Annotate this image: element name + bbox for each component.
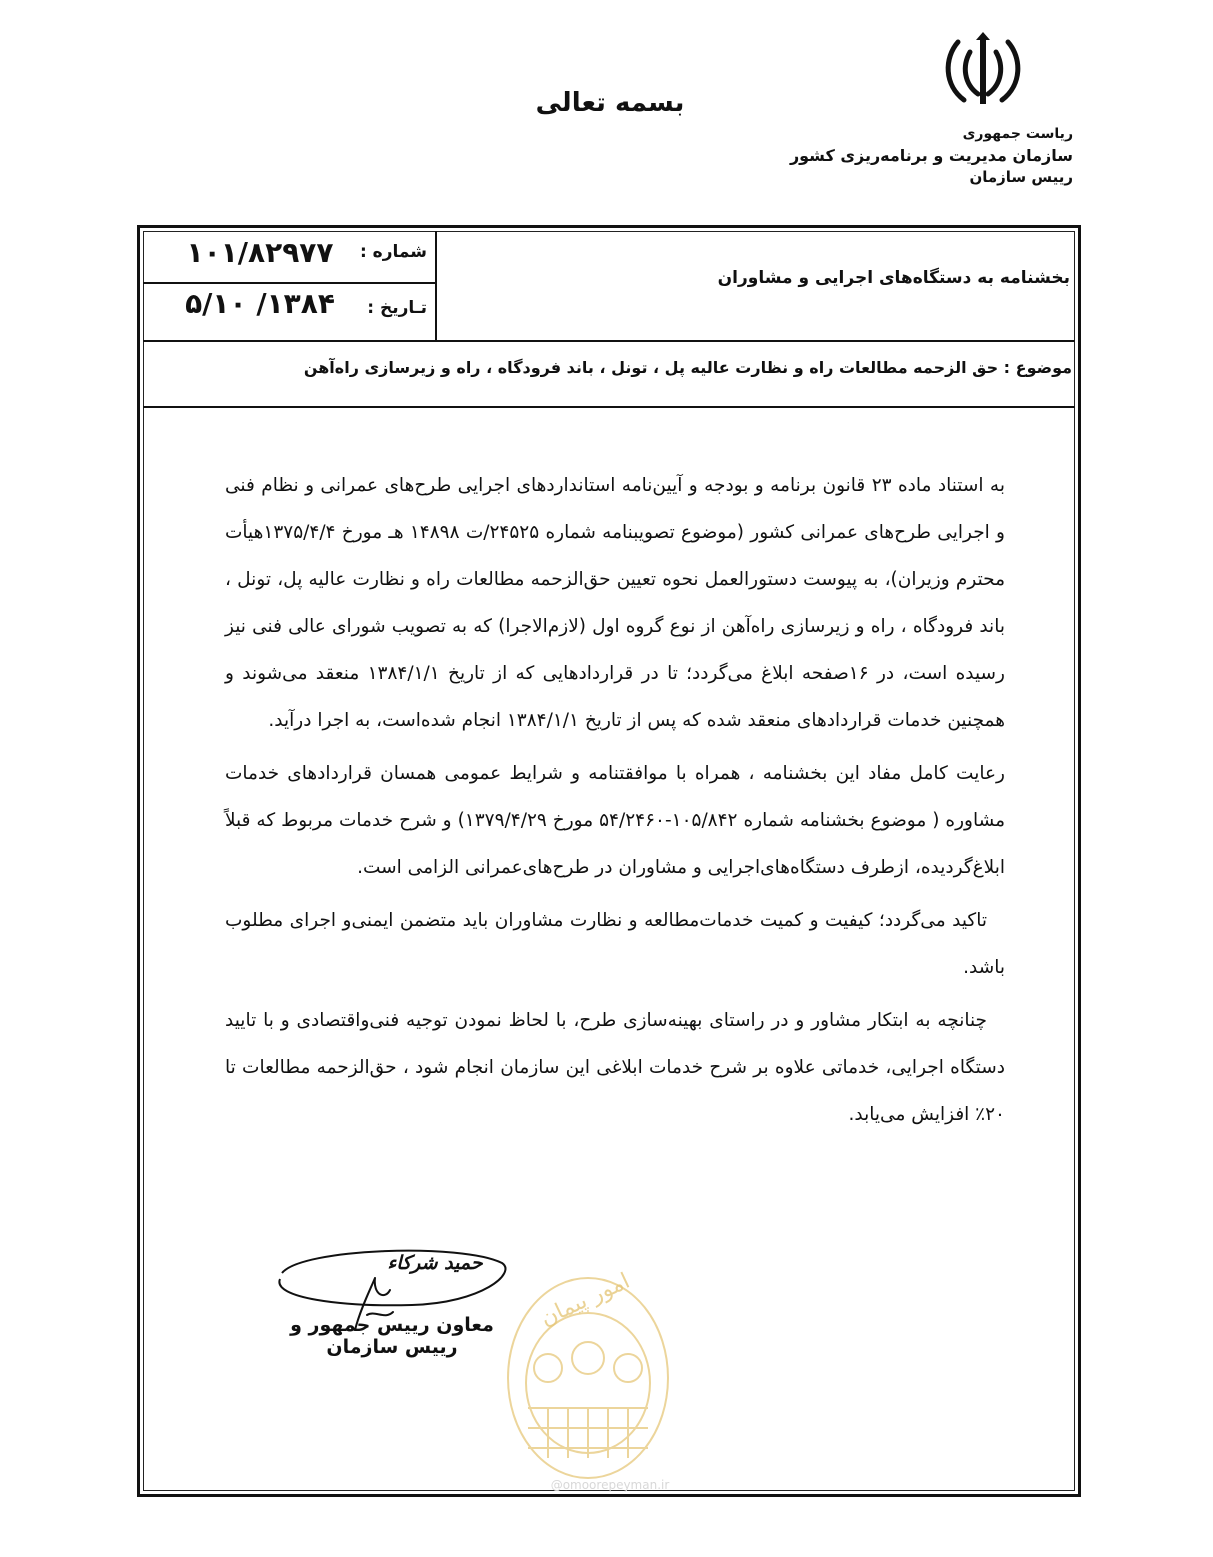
body-paragraph-1: به استناد ماده ۲۳ قانون برنامه و بودجه و آیین‌نامه استانداردهای اجرایی طرح‌های عمرانی و نظام فنی و اجرایی طرح‌های عمرانی کشور (موضوع تصویبنامه شماره ۲۴۵۲۵/ت ۱۴۸۹۸ هـ مورخ ۱۳۷۵/۴/۴هیأت محترم وزیران)، به پیوست دستورالعمل نحوه تعیین حق‌الزحمه مطالعات راه و نظارت عالیه پل، تونل ، باند فرودگاه ، راه و زیرسازی راه‌آهن از نوع گروه اول (لازم‌الاجرا) که به تصویب شورای عالی فنی نیز رسیده است، در ۱۶صفحه ابلاغ می‌گردد؛ تا در قراردادهایی که از تاریخ ۱۳۸۴/۱/۱ منعقد می‌شوند و همچنین خدمات قراردادهای منعقد شده که پس از تاریخ ۱۳۸۴/۱/۱ انجام شده‌است، به اجرا درآید.: [225, 475, 1005, 731]
header-divider-bottom: [143, 340, 1075, 342]
number-date-divider: [143, 282, 435, 284]
subject-divider-bottom: [143, 406, 1075, 408]
body-paragraph-4: چنانچه به ابتکار مشاور و در راستای بهینه‌سازی طرح، با لحاظ نمودن توجیه فنی‌واقتصادی و با تایید دستگاه اجرایی، خدماتی علاوه بر شرح خدمات ابلاغی این سازمان انجام شود ، حق‌الزحمه مطالعات تا ۲۰٪ افزایش می‌یابد.: [225, 1010, 1005, 1125]
stamp-text: امور پیمان: [536, 1268, 634, 1332]
date-value: ۱۳۸۴/ ۵/۱۰: [185, 287, 335, 320]
org-line-presidency: ریاست جمهوری: [962, 126, 1073, 142]
iran-emblem-icon: [938, 30, 1028, 110]
bismillah-heading: بسمه تعالی: [535, 88, 685, 118]
addressee-line: بخشنامه به دستگاه‌های اجرایی و مشاوران: [717, 268, 1070, 288]
header-divider-vertical: [435, 231, 437, 341]
number-value: ۱۰۱/۸۲۹۷۷: [186, 236, 334, 269]
org-line-head: رییس سازمان: [969, 168, 1073, 187]
signatory-name: حمید شرکاء: [387, 1252, 483, 1274]
subject-line: موضوع : حق الزحمه مطالعات راه و نظارت عالیه پل ، تونل ، باند فرودگاه ، راه و زیرسازی راه‌آهن: [303, 358, 1072, 377]
letter-body: [225, 462, 1005, 1144]
date-label: تـاریخ :: [367, 298, 427, 318]
org-line-organization: سازمان مدیریت و برنامه‌ریزی کشور: [789, 146, 1073, 166]
watermark-text: @omoorepeyman.ir: [550, 1478, 670, 1492]
number-label: شماره :: [359, 242, 427, 262]
body-paragraph-3: تاکید می‌گردد؛ کیفیت و کمیت خدمات‌مطالعه و نظارت مشاوران باید متضمن ایمنی‌و اجرای مطلوب باشد.: [225, 910, 1005, 978]
body-paragraph-2: رعایت کامل مفاد این بخشنامه ، همراه با موافقتنامه و شرایط عمومی همسان قراردادهای خدمات مشاوره ( موضوع بخشنامه شماره ۱۰۵/۸۴۲-۵۴/۲۴۶۰ مورخ ۱۳۷۹/۴/۲۹) و شرح خدمات مربوط که قبلاً ابلاغ‌گردیده، ازطرف دستگاه‌های‌اجرایی و مشاوران در طرح‌های‌عمرانی الزامی است.: [225, 763, 1005, 878]
stamp-seal-icon: [488, 1258, 688, 1498]
organization-header: [790, 124, 1073, 189]
signatory-title: معاون رییس جمهور و رییس سازمان: [290, 1314, 494, 1358]
